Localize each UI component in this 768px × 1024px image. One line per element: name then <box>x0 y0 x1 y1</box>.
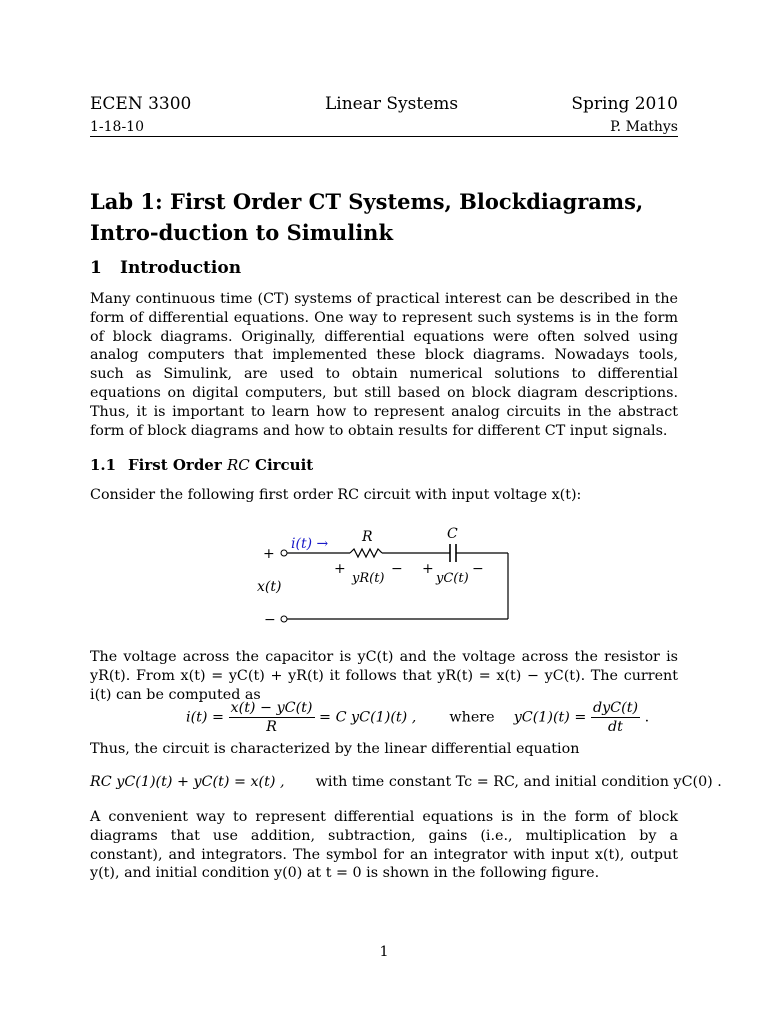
input-terminal-top <box>281 550 287 556</box>
header-subject: Linear Systems <box>325 94 459 114</box>
voltage-paragraph: The voltage across the capacitor is yC(t) and the voltage across the resistor is yR(t). From x(t) = yC(t) + yR(t) it follows that yR(t) = x(t) − yC(t). The current i(t) can be computed as <box>90 649 678 703</box>
capacitor-voltage-label: yC(t) <box>436 571 469 586</box>
subsection-title-start: First Order <box>128 456 222 474</box>
header-author: P. Mathys <box>610 119 678 135</box>
eq2-lhs: RC yC(1)(t) + yC(t) = x(t) , <box>90 774 285 790</box>
eq1-derivative-fraction <box>591 700 640 735</box>
intro-paragraph: Many continuous time (CT) systems of practical interest can be described in the form of differential equations. One way to represent such systems is in the form of block diagrams. Originally, differential equations were often solved using analog computers that implemented these block diagrams. Nowadays tools, such as Simulink, are used to obtain numerical solutions to differential equations on digital computers, but still based on block diagram descriptions. Thus, it is important to learn how to represent analog circuits in the abstract form of block diagrams and how to obtain results for different CT input signals. <box>90 291 678 439</box>
eq1-middle: = C yC(1)(t) , <box>319 709 417 726</box>
eq1-fraction <box>229 700 315 735</box>
subsection-title-math: RC <box>226 456 250 474</box>
capacitor-minus-sign: − <box>472 561 484 577</box>
page-title: Lab 1: First Order CT Systems, Blockdiagrams, Intro-duction to Simulink <box>90 189 644 245</box>
eq1-end: . <box>644 709 650 726</box>
input-plus-sign: + <box>263 546 275 562</box>
eq2-rhs: with time constant Tc = RC, and initial condition yC(0) . <box>315 774 722 790</box>
current-label: i(t) → <box>291 536 329 552</box>
resistor-minus-sign: − <box>391 561 403 577</box>
header-course: ECEN 3300 <box>90 94 192 114</box>
resistor-symbol <box>350 549 382 557</box>
thus-line: Thus, the circuit is characterized by the linear differential equation <box>90 741 580 757</box>
section-number: 1 <box>90 258 102 278</box>
differential-equation <box>90 774 722 790</box>
eq1-rhs-numerator: dyC(t) <box>592 700 639 716</box>
eq1-rhs-denominator: dt <box>608 719 623 735</box>
eq1-lhs: i(t) = <box>186 709 224 726</box>
subsection-number: 1.1 <box>90 456 117 474</box>
capacitor-label: C <box>447 526 458 542</box>
input-terminal-bottom <box>281 616 287 622</box>
resistor-label: R <box>362 529 373 545</box>
capacitor-plus-sign: + <box>422 561 434 577</box>
eq1-numerator: x(t) − yC(t) <box>230 700 313 716</box>
current-equation <box>186 700 649 735</box>
input-voltage-label: x(t) <box>257 579 282 595</box>
circuit-intro-line: Consider the following first order RC circuit with input voltage x(t): <box>90 487 582 503</box>
resistor-voltage-label: yR(t) <box>352 571 385 586</box>
eq1-denominator: R <box>266 719 277 735</box>
page-number: 1 <box>379 944 389 960</box>
subsection-title-end: Circuit <box>255 456 314 474</box>
eq1-where: where <box>449 709 495 726</box>
header-date: 1-18-10 <box>90 119 144 135</box>
resistor-plus-sign: + <box>334 561 346 577</box>
block-diagram-paragraph: A convenient way to represent differential equations is in the form of block diagrams that use addition, subtraction, gains (i.e., multiplication by a constant), and integrators. The symbol for an integrator with input x(t), output y(t), and initial condition y(0) at t = 0 is shown in the following figure. <box>90 809 678 882</box>
eq1-rhs-lhs: yC(1)(t) = <box>513 709 587 726</box>
input-minus-sign: − <box>264 612 276 628</box>
section-title: Introduction <box>120 258 242 278</box>
header-term: Spring 2010 <box>571 94 678 114</box>
